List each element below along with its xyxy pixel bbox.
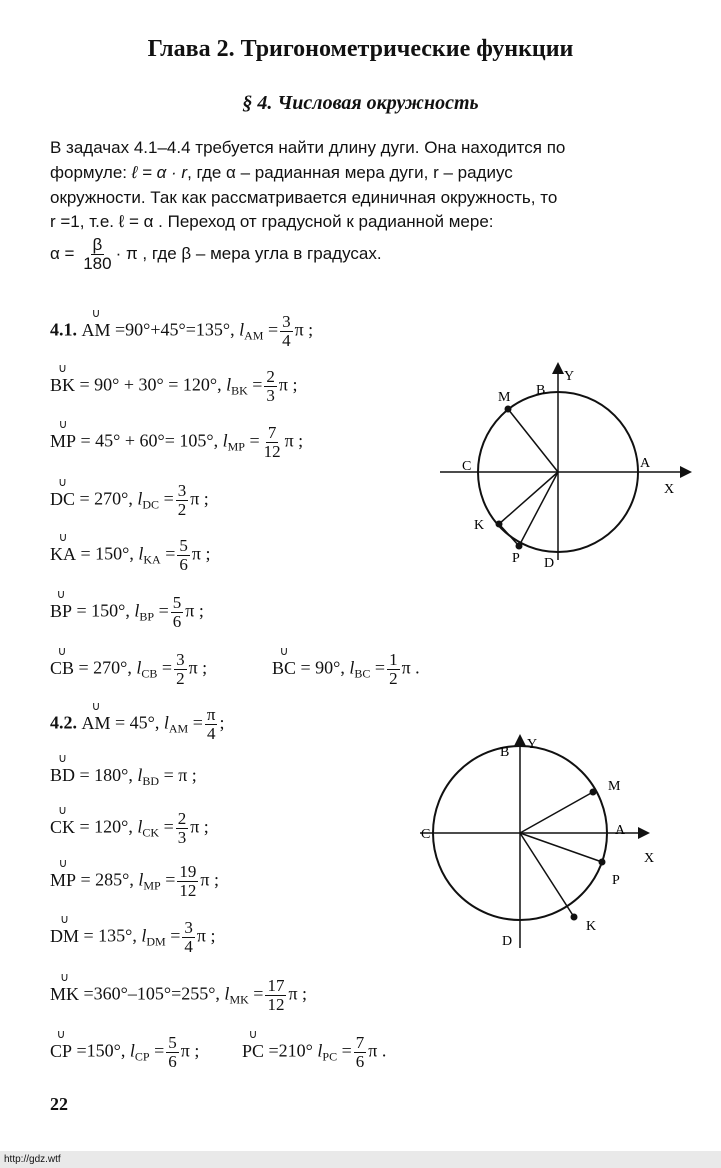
fraction bbox=[387, 651, 400, 688]
equation-row: ∪ DM = 135°, $l_{DM}$ = $\frac{3}{4}$ π ; bbox=[50, 919, 215, 956]
length-symbol: l bbox=[138, 869, 144, 890]
arc-degree: = 120°, bbox=[79, 816, 133, 837]
length-subscript: MP bbox=[143, 878, 161, 893]
equation-row-extra: ∪ PC =210° $l_{PC}$ = $\frac{7}{6}$ π . bbox=[242, 1034, 386, 1071]
arc-degree: = 45°, bbox=[115, 712, 160, 733]
fraction bbox=[171, 594, 184, 631]
arc-name: ∪ KA bbox=[50, 544, 76, 565]
label-x: X bbox=[644, 851, 655, 866]
equation-row: ∪ CB = 270°, $l_{CB}$ = $\frac{3}{2}$ π ; bbox=[50, 651, 207, 688]
numerator: 3 bbox=[282, 312, 291, 331]
arc-degree: = 270°, bbox=[78, 657, 132, 678]
fraction bbox=[262, 424, 283, 461]
tail: π ; bbox=[190, 488, 209, 509]
arc-degree: =360°–105°=255°, bbox=[83, 983, 220, 1004]
tail: π ; bbox=[294, 319, 314, 340]
chord bbox=[508, 409, 558, 472]
tail: π ; bbox=[180, 1040, 200, 1061]
equation-row: ∪ BK = 90° + 30° = 120°, $l_{BK}$ = $\frac{2}{3}$ π ; bbox=[50, 368, 298, 405]
problem-number: 4.2. bbox=[50, 712, 77, 733]
equation-row: ∪ MP = 285°, $l_{MP}$ = $\frac{19}{12}$ π ; bbox=[50, 863, 219, 900]
label-k: K bbox=[474, 518, 485, 533]
numerator: 5 bbox=[172, 593, 182, 612]
denominator: 12 bbox=[179, 881, 197, 900]
length-symbol: l bbox=[129, 1040, 135, 1061]
label-b: B bbox=[500, 745, 510, 760]
length-subscript: PC bbox=[322, 1049, 338, 1064]
denominator: 2 bbox=[177, 500, 187, 519]
equation-row bbox=[50, 765, 197, 789]
numerator: 3 bbox=[176, 650, 185, 669]
footer-url[interactable]: http://gdz.wtf bbox=[0, 1151, 721, 1168]
numerator: β bbox=[92, 235, 103, 254]
label-b: B bbox=[536, 383, 546, 398]
label-k: K bbox=[586, 919, 597, 934]
denominator: 4 bbox=[184, 937, 193, 956]
radius-k bbox=[499, 472, 558, 524]
length-subscript: DM bbox=[146, 934, 166, 949]
length-symbol: l bbox=[136, 657, 142, 678]
intro-line-3: окружности. Так как рассматривается единичная окружность, то bbox=[50, 188, 558, 207]
numerator: 5 bbox=[168, 1033, 177, 1052]
intro-text: · π , где β – мера угла в градусах. bbox=[115, 243, 382, 263]
equation-row: ∪ BP = 150°, $l_{BP}$ = $\frac{5}{6}$ π ; bbox=[50, 594, 204, 631]
arc-name: ∪ CP bbox=[50, 1041, 72, 1062]
numerator: 7 bbox=[267, 423, 277, 442]
tail: π ; bbox=[284, 430, 304, 451]
point-k bbox=[496, 521, 503, 528]
arc-name: ∪ CB bbox=[50, 658, 74, 679]
numerator: 3 bbox=[184, 918, 193, 937]
problem-number: 4.1. bbox=[50, 319, 77, 340]
formula-lhs: α = bbox=[50, 243, 75, 263]
label-c: C bbox=[421, 827, 431, 842]
y-axis-arrow bbox=[514, 734, 526, 746]
formula: ℓ = α · r bbox=[131, 163, 188, 182]
point-m bbox=[590, 789, 597, 796]
denominator: 3 bbox=[177, 828, 187, 847]
length-subscript: AM bbox=[168, 721, 189, 736]
label-p: P bbox=[512, 551, 520, 566]
arc-degree: = 270°, bbox=[79, 488, 133, 509]
arc-degree: = 150°, bbox=[80, 543, 134, 564]
length-symbol: l bbox=[137, 816, 143, 837]
denominator: 6 bbox=[168, 1052, 177, 1071]
fraction bbox=[174, 651, 187, 688]
x-axis-arrow bbox=[638, 827, 650, 839]
chord-kp bbox=[499, 524, 519, 546]
arc-degree: = 90°, bbox=[300, 657, 345, 678]
arc-name: ∪ AM bbox=[82, 320, 111, 341]
arc-degree: = 180°, bbox=[79, 765, 133, 785]
y-axis-arrow bbox=[552, 362, 564, 374]
length-symbol: l bbox=[163, 712, 169, 733]
equation-row: ∪ CK = 120°, $l_{CK}$ = $\frac{2}{3}$ π ; bbox=[50, 810, 209, 847]
denominator: 4 bbox=[282, 331, 291, 350]
length-subscript: CB bbox=[141, 666, 158, 681]
equation-row: 4.1. ∪ AM =90°+45°=135°, $l_{AM}$ = $\frac{3}{4}$ π ; bbox=[50, 313, 313, 350]
equation-row: 4.2. ∪ AM = 45°, $l_{AM}$ = $\frac{\pi}{4}$ ; bbox=[50, 706, 225, 743]
length-symbol: l bbox=[141, 925, 147, 946]
radius-m bbox=[520, 792, 593, 833]
fraction bbox=[280, 313, 293, 350]
length-symbol: l bbox=[349, 657, 355, 678]
arc-name: ∪ DM bbox=[50, 926, 79, 947]
arc-name: ∪ BK bbox=[50, 375, 75, 396]
equation-row: ∪ CP =150°, $l_{CP}$ = $\frac{5}{6}$ π ; bbox=[50, 1034, 199, 1071]
length-symbol: l bbox=[317, 1040, 323, 1061]
unit-circle-diagram-2 bbox=[410, 730, 700, 960]
denominator: 12 bbox=[263, 442, 281, 461]
numerator: π bbox=[206, 705, 216, 724]
length-subscript: CP bbox=[134, 1049, 150, 1064]
label-a: A bbox=[615, 823, 626, 838]
denominator: 6 bbox=[355, 1052, 365, 1071]
chapter-title: Глава 2. Тригонометрические функции bbox=[147, 36, 574, 62]
length-subscript: KA bbox=[143, 552, 161, 567]
numerator: 2 bbox=[177, 809, 187, 828]
numerator: 17 bbox=[267, 976, 285, 995]
fraction bbox=[264, 368, 277, 405]
equation-row: ∪ MK =360°–105°=255°, $l_{MK}$ = $\frac{17}{12}$ π ; bbox=[50, 977, 307, 1014]
equation-row: ∪ DC = 270°, $l_{DC}$ = $\frac{3}{2}$ π ; bbox=[50, 482, 209, 519]
arc-name: ∪ DC bbox=[50, 489, 75, 510]
arc-name: ∪ CK bbox=[50, 817, 75, 838]
tail: ; bbox=[219, 712, 225, 733]
point-k bbox=[571, 914, 578, 921]
label-d: D bbox=[544, 556, 555, 571]
label-p: P bbox=[612, 873, 620, 888]
length-symbol: l bbox=[138, 543, 144, 564]
fraction bbox=[205, 706, 218, 743]
intro-text: формуле: bbox=[50, 163, 127, 182]
fraction bbox=[265, 977, 286, 1014]
intro-line-2 bbox=[50, 163, 513, 183]
arc-degree: = 90° + 30° = 120°, bbox=[79, 374, 222, 395]
fraction bbox=[176, 482, 189, 519]
arc-name: ∪ MP bbox=[50, 431, 76, 452]
fraction bbox=[166, 1034, 179, 1071]
arc-name: ∪ MP bbox=[50, 870, 76, 891]
arc-name: ∪ BC bbox=[272, 658, 296, 679]
denominator: 2 bbox=[176, 669, 185, 688]
fraction bbox=[354, 1034, 367, 1071]
equation-row: ∪ MP = 45° + 60°= 105°, $l_{MP}$ = $\frac{7}{12}$ π ; bbox=[50, 424, 303, 461]
tail: π ; bbox=[191, 543, 211, 564]
length-symbol: l bbox=[226, 374, 232, 395]
tail: π ; bbox=[288, 983, 308, 1004]
arc-degree: =90°+45°=135°, bbox=[115, 319, 235, 340]
length-symbol: l bbox=[224, 983, 230, 1004]
tail: π ; bbox=[190, 816, 209, 837]
length-subscript: AM bbox=[244, 328, 264, 343]
denominator: 2 bbox=[389, 669, 398, 688]
label-m: M bbox=[498, 390, 511, 405]
label-y: Y bbox=[527, 737, 538, 752]
length-symbol: l bbox=[239, 319, 245, 340]
denominator: 4 bbox=[206, 724, 216, 743]
x-axis-arrow bbox=[680, 466, 692, 478]
fraction bbox=[176, 810, 189, 847]
length-subscript: MK bbox=[229, 992, 249, 1007]
fraction bbox=[177, 537, 190, 574]
intro-line-4: r =1, т.е. ℓ = α . Переход от градусной к радианной мере: bbox=[50, 212, 494, 231]
label-a: A bbox=[640, 456, 651, 471]
tail: π ; bbox=[278, 374, 298, 395]
arc-degree: = 45° + 60°= 105°, bbox=[80, 430, 219, 451]
denominator: 180 bbox=[83, 254, 112, 273]
radius-p bbox=[519, 472, 558, 546]
radius-k bbox=[520, 833, 574, 917]
tail: π ; bbox=[185, 600, 204, 621]
arc-name: ∪ AM bbox=[82, 713, 111, 734]
tail: π ; bbox=[200, 869, 219, 890]
numerator: 3 bbox=[177, 481, 187, 500]
length-subscript: CK bbox=[142, 825, 160, 840]
point-p bbox=[516, 543, 523, 550]
length-symbol: l bbox=[134, 600, 140, 621]
length-subscript: BP bbox=[139, 609, 155, 624]
arc-degree: =210° bbox=[268, 1040, 313, 1061]
length-symbol: l bbox=[137, 488, 143, 509]
denominator: 6 bbox=[172, 612, 182, 631]
label-y: Y bbox=[564, 369, 575, 384]
numerator: 7 bbox=[355, 1033, 365, 1052]
tail: = π ; bbox=[163, 765, 197, 785]
arc-name: ∪ BD bbox=[50, 765, 75, 786]
length-subscript: BC bbox=[354, 666, 371, 681]
point-m bbox=[505, 406, 512, 413]
intro-text: , где α – радианная мера дуги, r – радиус bbox=[187, 163, 513, 182]
tail: π . bbox=[401, 657, 420, 678]
arc-degree: = 150°, bbox=[76, 600, 130, 621]
section-title: § 4. Числовая окружность bbox=[242, 92, 479, 114]
page-number: 22 bbox=[50, 1094, 68, 1114]
label-c: C bbox=[462, 459, 472, 474]
length-subscript: MP bbox=[227, 439, 245, 454]
denominator: 12 bbox=[267, 995, 285, 1014]
equation-row-extra: ∪ BC = 90°, $l_{BC}$ = $\frac{1}{2}$ π . bbox=[272, 651, 420, 688]
length-subscript: BK bbox=[231, 383, 248, 398]
equation-row: ∪ KA = 150°, $l_{KA}$ = $\frac{5}{6}$ π ; bbox=[50, 537, 210, 574]
unit-circle-diagram-1 bbox=[440, 360, 700, 580]
tail: π ; bbox=[196, 925, 216, 946]
tail: π . bbox=[368, 1040, 387, 1061]
length-subscript: BD bbox=[142, 774, 160, 788]
numerator: 1 bbox=[389, 650, 398, 669]
fraction bbox=[177, 863, 198, 900]
intro-line-1: В задачах 4.1–4.4 требуется найти длину дуги. Она находится по bbox=[50, 138, 566, 157]
numerator: 5 bbox=[179, 536, 188, 555]
radius-p bbox=[520, 833, 602, 862]
label-x: X bbox=[664, 482, 675, 497]
tail: π ; bbox=[188, 657, 208, 678]
arc-name: ∪ MK bbox=[50, 984, 79, 1005]
length-symbol: l bbox=[222, 430, 228, 451]
intro-line-5 bbox=[50, 236, 382, 273]
arc-name: ∪ BP bbox=[50, 601, 72, 622]
label-m: M bbox=[608, 779, 621, 794]
arc-name: ∪ PC bbox=[242, 1041, 264, 1062]
denominator: 6 bbox=[179, 555, 188, 574]
arc-degree: = 135°, bbox=[83, 925, 137, 946]
fraction bbox=[182, 919, 195, 956]
arc-degree: = 285°, bbox=[80, 869, 134, 890]
numerator: 2 bbox=[266, 367, 275, 386]
length-symbol: l bbox=[137, 765, 143, 785]
arc-degree: =150°, bbox=[76, 1040, 126, 1061]
label-d: D bbox=[502, 934, 513, 949]
denominator: 3 bbox=[266, 386, 275, 405]
fraction bbox=[81, 236, 113, 273]
point-p bbox=[599, 859, 606, 866]
numerator: 19 bbox=[179, 862, 197, 881]
length-subscript: DC bbox=[142, 497, 160, 512]
